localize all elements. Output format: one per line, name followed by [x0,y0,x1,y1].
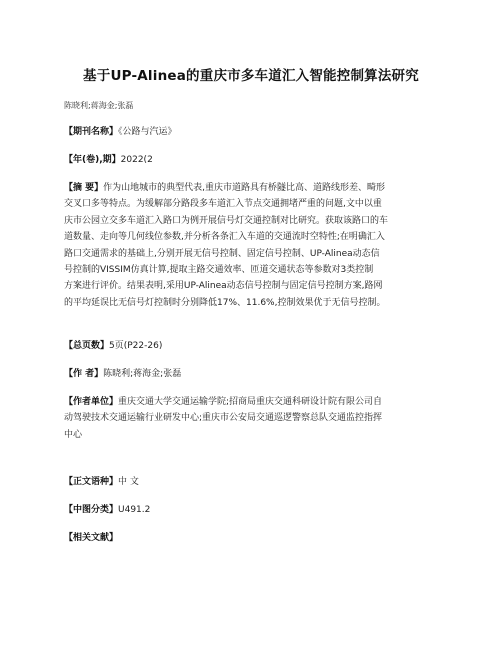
affiliation-label: 【作者单位】 [64,397,119,407]
language-label: 【正文语种】 [64,477,119,487]
journal-value: 《公路与汽运》 [118,127,177,137]
page-count-field [64,338,442,354]
page-title: 基于UP-Alinea的重庆市多车道汇入智能控制算法研究 [83,68,419,84]
affiliation-field [64,394,442,443]
page-count-label: 【总页数】 [64,341,110,351]
clc-field [64,502,442,518]
related-literature-label: 【相关文献】 [64,533,119,543]
abstract-line-7: 方案进行评价。结果表明,采用UP-Alinea动态信号控制与固定信号控制方案,路网 [64,281,383,292]
abstract-field [64,180,442,311]
year-issue-value: 2022(2 [120,155,153,165]
clc-label: 【中图分类】 [64,505,119,515]
abstract-line-6: 号控制的VISSIM仿真计算,提取主路交通效率、匝道交通状态等参数对3类控制 [64,265,374,276]
affiliation-line-3: 中心 [64,429,83,440]
authors-value: 陈晓利;蒋海金;张磊 [103,369,182,379]
abstract-line-4: 道数量、走向等几何线位参数,并分析各条汇入车道的交通流时空特性;在明确汇入 [64,232,385,243]
year-issue-field [64,152,442,168]
clc-value: U491.2 [118,505,151,515]
abstract-label: 【摘 要】 [64,183,104,193]
authors-label: 【作 者】 [64,369,104,379]
author-byline: 陈晓利;蒋海金;张磊 [64,101,134,110]
language-value: 中 文 [118,477,139,487]
related-literature-field [64,530,442,546]
journal-field [64,124,442,140]
language-field [64,474,442,490]
year-issue-label: 【年(卷),期】 [64,155,121,165]
journal-label: 【期刊名称】 [64,127,119,137]
abstract-line-2: 交叉口多等特点。为缓解部分路段多车道汇入节点交通拥堵严重的问题,文中以重 [64,199,382,210]
affiliation-line-1: 【作者单位】重庆交通大学交通运输学院;招商局重庆交通科研设计院有限公司自 [64,397,383,407]
affiliation-line-2: 动驾驶技术交通运输行业研发中心;重庆市公安局交通巡逻警察总队交通监控指挥 [64,413,383,424]
abstract-line-3: 庆市公园立交多车道汇入路口为例开展信号灯交通控制对比研究。获取该路口的车 [64,215,389,226]
abstract-line-1: 【摘 要】作为山地城市的典型代表,重庆市道路具有桥隧比高、道路线形差、畸形 [64,183,386,193]
page-count-value: 5页(P22-26) [109,341,163,351]
abstract-line-5: 路口交通需求的基础上,分别开展无信号控制、固定信号控制、UP-Alinea动态信 [64,248,380,259]
abstract-line-8: 的平均延误比无信号灯控制时分别降低17%、11.6%,控制效果优于无信号控制。 [64,297,386,308]
authors-field [64,366,442,382]
